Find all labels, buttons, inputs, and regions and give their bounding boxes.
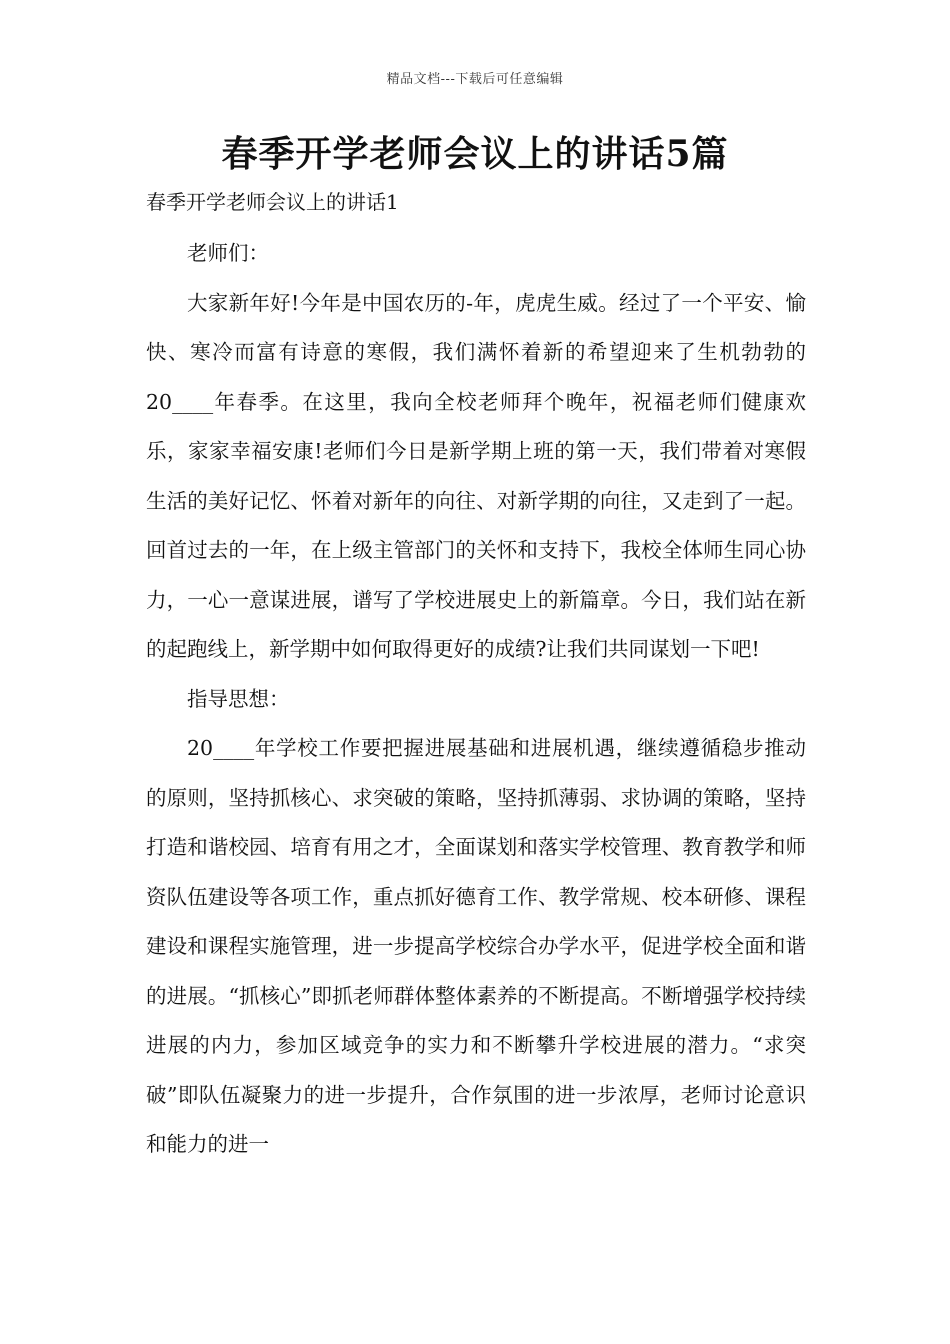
document-body: [146, 229, 806, 1170]
paragraph-salutation: 老师们：: [187, 241, 269, 265]
header-note: 精品文档---下载后可任意编辑: [386, 72, 564, 87]
paragraph-guiding-heading: 指导思想：: [187, 686, 290, 711]
paragraph-greeting: 大家新年好!今年是中国农历的-年，虎虎生威。经过了一个平安、愉快、寒冷而富有诗意的寒假，我们满怀着新的希望迎来了生机勃勃的20____年春季。在这里，我向全校老师拜个晚年，祝福老师们健康欢乐，家家幸福安康!老师们今日是新学期上班的第一天，我们带着对寒假生活的美好记忆、怀着对新年的向往、对新学期的向往，又走到了一起。回首过去的一年，在上级主管部门的关怀和支持下，我校全体师生同心协力，一心一意谋进展，谱写了学校进展史上的新篇章。今日，我们站在新的起跑线上，新学期中如何取得更好的成绩?让我们共同谋划一下吧!: [146, 290, 806, 661]
document-title: 春季开学老师会议上的讲话5篇: [221, 133, 729, 175]
section-title: 春季开学老师会议上的讲话1: [146, 190, 399, 214]
paragraph-guiding-thought: 20____年学校工作要把握进展基础和进展机遇，继续遵循稳步推动的原则，坚持抓核心、求突破的策略，坚持抓薄弱、求协调的策略，坚持打造和谐校园、培育有用之才，全面谋划和落实学校管理、教育教学和师资队伍建设等各项工作，重点抓好德育工作、教学常规、校本研修、课程建设和课程实施管理，进一步提高学校综合办学水平，促进学校全面和谐的进展。“抓核心”即抓老师群体整体素养的不断提高。不断增强学校持续进展的内力，参加区域竞争的实力和不断攀升学校进展的潜力。“求突破”即队伍凝聚力的进一步提升，合作氛围的进一步浓厚，老师讨论意识和能力的进一: [146, 736, 806, 1156]
